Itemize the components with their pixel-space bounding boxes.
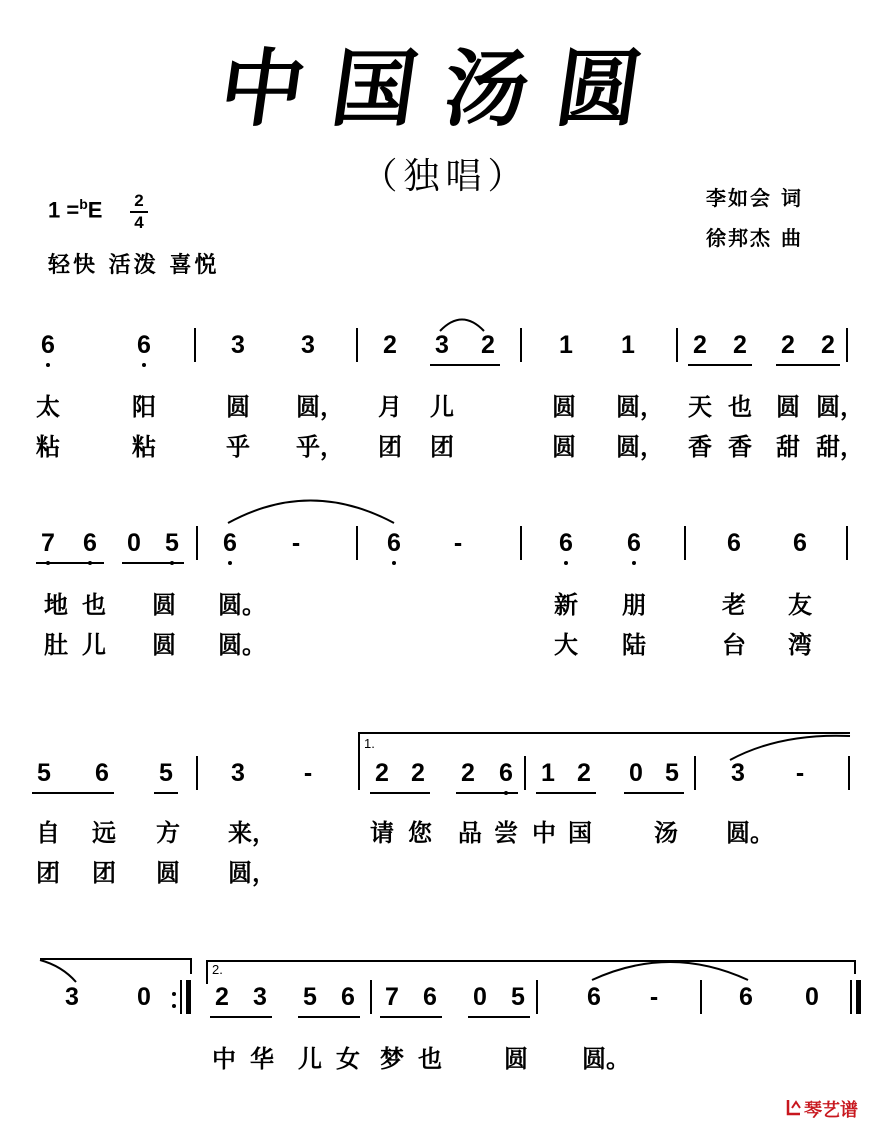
note: 0 bbox=[127, 529, 141, 557]
note: 7 bbox=[36, 528, 60, 558]
note: 6 bbox=[739, 983, 753, 1011]
lyric: 天 bbox=[688, 393, 712, 421]
lyric: 粘 bbox=[132, 433, 156, 461]
lyric: 乎， bbox=[296, 433, 344, 461]
beam bbox=[298, 1016, 360, 1018]
time-bottom: 4 bbox=[134, 213, 144, 232]
lyric: 圆。 bbox=[582, 1045, 630, 1073]
note: 1 bbox=[541, 759, 555, 787]
note: 3 bbox=[231, 759, 245, 787]
barline bbox=[700, 980, 702, 1014]
volta-bracket bbox=[358, 732, 850, 734]
lyric: 大 bbox=[554, 631, 578, 659]
lyric: 国 bbox=[568, 819, 592, 847]
lyric: 圆。 bbox=[218, 631, 266, 659]
lyric: 圆， bbox=[816, 393, 864, 421]
tempo-marking: 轻快 活泼 喜悦 bbox=[48, 253, 220, 278]
volta-bracket bbox=[854, 960, 856, 974]
lyric: 品 bbox=[458, 819, 482, 847]
barline bbox=[684, 526, 686, 560]
note: 6 bbox=[554, 528, 578, 558]
lyric: 台 bbox=[722, 631, 746, 659]
lyric: 也 bbox=[728, 393, 752, 421]
beam bbox=[210, 1016, 272, 1018]
staff-row-3 bbox=[0, 758, 891, 798]
beam bbox=[456, 792, 518, 794]
note: 6 bbox=[727, 529, 741, 557]
staff-row-2 bbox=[0, 528, 891, 568]
note: 3 bbox=[65, 983, 79, 1011]
note: 2 bbox=[481, 331, 495, 359]
barline bbox=[848, 756, 850, 790]
tie bbox=[592, 962, 748, 980]
lyric: 中 bbox=[532, 819, 556, 847]
lyric: 圆 bbox=[152, 591, 176, 619]
note: 6 bbox=[382, 528, 406, 558]
note: 6 bbox=[793, 529, 807, 557]
lyricist-credit: 李如会 词 bbox=[706, 186, 803, 210]
lyric: 华 bbox=[250, 1045, 274, 1073]
song-subtitle: （独唱） bbox=[361, 156, 530, 197]
lyric: 新 bbox=[554, 591, 578, 619]
beam bbox=[624, 792, 684, 794]
lyric: 圆 bbox=[152, 631, 176, 659]
lyric: 圆。 bbox=[218, 591, 266, 619]
note: 1 bbox=[559, 331, 573, 359]
lyric: 团 bbox=[430, 433, 454, 461]
note: 3 bbox=[731, 759, 745, 787]
tie bbox=[40, 960, 76, 982]
tie bbox=[228, 501, 394, 524]
staff-row-4 bbox=[0, 982, 891, 1022]
lyric: 阳 bbox=[132, 393, 156, 421]
note: 5 bbox=[37, 759, 51, 787]
beam bbox=[776, 364, 840, 366]
beam bbox=[468, 1016, 530, 1018]
repeat-dots bbox=[172, 984, 176, 1016]
beam bbox=[36, 562, 104, 564]
composer-credit: 徐邦杰 曲 bbox=[706, 226, 803, 250]
lyric: 粘 bbox=[36, 433, 60, 461]
lyric: 圆 bbox=[552, 393, 576, 421]
lyric: 肚 bbox=[44, 631, 68, 659]
staff-row-1 bbox=[0, 330, 891, 370]
dash: - bbox=[291, 529, 301, 557]
key-note: E bbox=[87, 197, 103, 223]
lyric: 请 bbox=[370, 819, 394, 847]
repeat-barline bbox=[186, 980, 191, 1014]
dash: - bbox=[453, 529, 463, 557]
lyric: 也 bbox=[418, 1045, 442, 1073]
note: 6 bbox=[36, 330, 60, 360]
barline bbox=[846, 526, 848, 560]
lyric: 圆， bbox=[616, 433, 664, 461]
volta-bracket bbox=[206, 960, 856, 962]
note: 6 bbox=[95, 759, 109, 787]
lyric: 圆， bbox=[296, 393, 344, 421]
lyric: 女 bbox=[336, 1045, 360, 1073]
volta-2-label: 2. bbox=[212, 962, 223, 977]
barline bbox=[524, 756, 526, 790]
lyric: 也 bbox=[82, 591, 106, 619]
note: 6 bbox=[218, 528, 242, 558]
note: 7 bbox=[385, 983, 399, 1011]
note: 2 bbox=[733, 331, 747, 359]
lyric: 团 bbox=[92, 859, 116, 887]
note: 6 bbox=[587, 983, 601, 1011]
watermark-logo-icon bbox=[786, 1098, 802, 1116]
lyric: 圆 bbox=[156, 859, 180, 887]
lyric: 湾 bbox=[788, 631, 812, 659]
note: 2 bbox=[383, 331, 397, 359]
lyric: 圆。 bbox=[726, 819, 774, 847]
lyric: 方 bbox=[156, 819, 180, 847]
note: 5 bbox=[511, 983, 525, 1011]
barline bbox=[520, 526, 522, 560]
lyric: 圆， bbox=[228, 859, 276, 887]
song-title: 中国汤圆 bbox=[213, 39, 676, 138]
lyric: 中 bbox=[212, 1045, 236, 1073]
note: 0 bbox=[473, 983, 487, 1011]
volta-1-label: 1. bbox=[364, 736, 375, 751]
barline bbox=[676, 328, 678, 362]
lyric: 月 bbox=[378, 393, 402, 421]
dash: - bbox=[795, 759, 805, 787]
barline bbox=[358, 756, 360, 790]
note: 0 bbox=[629, 759, 643, 787]
dash: - bbox=[649, 983, 659, 1011]
lyric: 尝 bbox=[494, 819, 518, 847]
barline bbox=[694, 756, 696, 790]
lyric: 陆 bbox=[622, 631, 646, 659]
beam bbox=[536, 792, 596, 794]
volta-bracket bbox=[358, 732, 360, 758]
note: 0 bbox=[805, 983, 819, 1011]
note: 0 bbox=[137, 983, 151, 1011]
note: 2 bbox=[375, 759, 389, 787]
note: 3 bbox=[301, 331, 315, 359]
dash: - bbox=[303, 759, 313, 787]
lyric: 圆， bbox=[616, 393, 664, 421]
key-prefix: 1 = bbox=[48, 197, 80, 223]
barline bbox=[196, 526, 198, 560]
note: 3 bbox=[231, 331, 245, 359]
lyric: 来， bbox=[228, 819, 276, 847]
lyric: 朋 bbox=[622, 591, 646, 619]
beam bbox=[32, 792, 114, 794]
note: 6 bbox=[622, 528, 646, 558]
note: 2 bbox=[461, 759, 475, 787]
note: 2 bbox=[577, 759, 591, 787]
beam bbox=[688, 364, 752, 366]
final-barline-thin bbox=[850, 980, 852, 1014]
volta-bracket-continued bbox=[190, 958, 192, 974]
lyric: 老 bbox=[722, 591, 746, 619]
tie bbox=[730, 736, 850, 760]
note: 2 bbox=[693, 331, 707, 359]
beam bbox=[154, 792, 178, 794]
barline bbox=[194, 328, 196, 362]
note: 2 bbox=[411, 759, 425, 787]
note: 6 bbox=[78, 528, 102, 558]
lyric: 香 bbox=[688, 433, 712, 461]
beam bbox=[380, 1016, 442, 1018]
lyric: 地 bbox=[44, 591, 68, 619]
barline bbox=[180, 980, 182, 1014]
lyric: 梦 bbox=[380, 1045, 404, 1073]
note: 6 bbox=[423, 983, 437, 1011]
note: 3 bbox=[435, 331, 449, 359]
note: 2 bbox=[781, 331, 795, 359]
barline bbox=[356, 328, 358, 362]
barline bbox=[536, 980, 538, 1014]
flat-sign: b bbox=[79, 196, 88, 212]
lyric: 甜 bbox=[776, 433, 800, 461]
note: 6 bbox=[132, 330, 156, 360]
lyric: 自 bbox=[36, 819, 60, 847]
lyric: 甜， bbox=[816, 433, 864, 461]
barline bbox=[846, 328, 848, 362]
note: 2 bbox=[215, 983, 229, 1011]
lyric: 圆 bbox=[776, 393, 800, 421]
note: 5 bbox=[159, 759, 173, 787]
lyric: 圆 bbox=[504, 1045, 528, 1073]
barline bbox=[370, 980, 372, 1014]
lyric: 乎 bbox=[226, 433, 250, 461]
lyric: 香 bbox=[728, 433, 752, 461]
lyric: 圆 bbox=[226, 393, 250, 421]
note: 2 bbox=[821, 331, 835, 359]
time-top: 2 bbox=[134, 191, 144, 210]
note: 5 bbox=[303, 983, 317, 1011]
lyric: 团 bbox=[378, 433, 402, 461]
lyric: 太 bbox=[36, 393, 60, 421]
barline bbox=[520, 328, 522, 362]
lyric: 友 bbox=[788, 591, 812, 619]
barline bbox=[356, 526, 358, 560]
barline bbox=[196, 756, 198, 790]
note: 3 bbox=[253, 983, 267, 1011]
lyric: 远 bbox=[92, 819, 116, 847]
volta-bracket-continued bbox=[40, 958, 190, 960]
beam bbox=[122, 562, 184, 564]
lyric: 汤 bbox=[654, 819, 678, 847]
lyric: 儿 bbox=[82, 631, 106, 659]
note: 5 bbox=[160, 528, 184, 558]
lyric: 您 bbox=[408, 819, 432, 847]
lyric: 儿 bbox=[430, 393, 454, 421]
watermark-text: 琴艺谱 bbox=[804, 1100, 858, 1121]
note: 6 bbox=[341, 983, 355, 1011]
beam bbox=[430, 364, 500, 366]
final-barline-thick bbox=[856, 980, 861, 1014]
lyric: 圆 bbox=[552, 433, 576, 461]
lyric: 团 bbox=[36, 859, 60, 887]
note: 1 bbox=[621, 331, 635, 359]
note: 6 bbox=[494, 758, 518, 788]
volta-bracket bbox=[206, 960, 208, 984]
lyric: 儿 bbox=[298, 1045, 322, 1073]
beam bbox=[370, 792, 430, 794]
note: 5 bbox=[665, 759, 679, 787]
